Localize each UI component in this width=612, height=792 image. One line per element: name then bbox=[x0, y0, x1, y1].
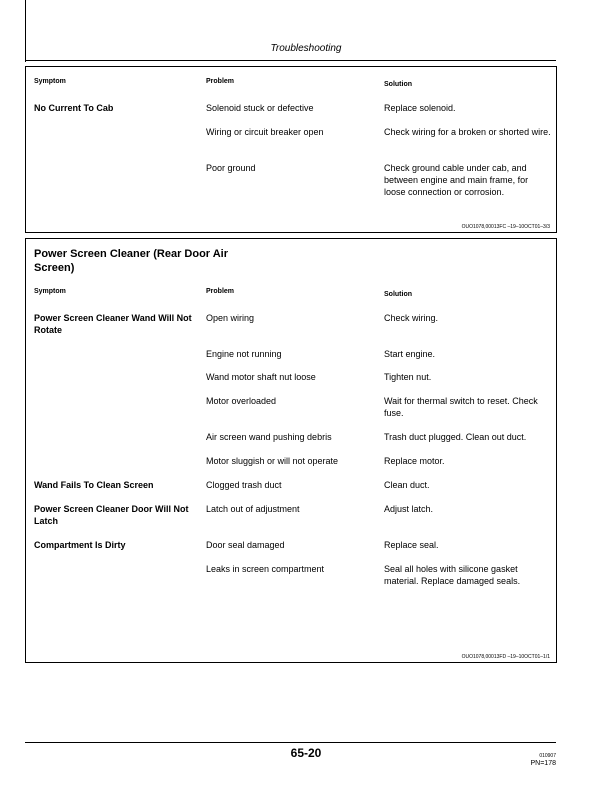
problem-text: Latch out of adjustment bbox=[206, 504, 300, 514]
symptom-text: Wand Fails To Clean Screen bbox=[34, 480, 154, 490]
col-problem-header: Problem bbox=[206, 78, 235, 85]
col-symptom-header: Symptom bbox=[34, 288, 66, 295]
footer-rule bbox=[25, 742, 556, 743]
header-rule bbox=[25, 60, 556, 61]
table-no-current bbox=[25, 66, 557, 233]
page-number: 65-20 bbox=[290, 746, 322, 760]
problem-text: Wand motor shaft nut loose bbox=[206, 372, 316, 382]
symptom-text: No Current To Cab bbox=[34, 103, 114, 113]
col-problem-header: Problem bbox=[206, 288, 235, 295]
reference-code: OUO1078,00013FC –19–10OCT01–3/3 bbox=[461, 224, 550, 230]
col-solution-header: Solution bbox=[384, 291, 412, 298]
solution-text: Seal all holes with silicone gasket material. Replace damaged seals. bbox=[384, 564, 521, 586]
solution-text: Adjust latch. bbox=[384, 504, 434, 514]
reference-code: OUO1078,00013FD –19–10OCT01–1/1 bbox=[461, 654, 550, 660]
footer-code: 010907 bbox=[539, 753, 556, 759]
problem-text: Clogged trash duct bbox=[206, 480, 282, 490]
solution-text: Trash duct plugged. Clean out duct. bbox=[384, 432, 527, 442]
symptom-text: Power Screen Cleaner Door Will Not Latch bbox=[34, 504, 189, 526]
header-title: Troubleshooting bbox=[270, 43, 342, 54]
problem-text: Wiring or circuit breaker open bbox=[206, 127, 324, 137]
solution-text: Wait for thermal switch to reset. Check fuse. bbox=[384, 396, 538, 418]
problem-text: Door seal damaged bbox=[206, 540, 285, 550]
solution-text: Check ground cable under cab, and between engine and main frame, for loose connection or corrosion. bbox=[384, 163, 529, 197]
problem-text: Motor overloaded bbox=[206, 396, 277, 406]
problem-text: Solenoid stuck or defective bbox=[206, 103, 314, 113]
solution-text: Replace motor. bbox=[384, 456, 445, 466]
table-power-screen-cleaner bbox=[25, 238, 557, 663]
col-symptom-header: Symptom bbox=[34, 78, 66, 85]
problem-text: Engine not running bbox=[206, 349, 282, 359]
problem-text: Air screen wand pushing debris bbox=[206, 432, 332, 442]
solution-text: Replace seal. bbox=[384, 540, 439, 550]
problem-text: Leaks in screen compartment bbox=[206, 564, 325, 574]
solution-text: Check wiring for a broken or shorted wire. bbox=[384, 127, 551, 137]
solution-text: Check wiring. bbox=[384, 313, 439, 323]
solution-text: Tighten nut. bbox=[384, 372, 432, 382]
col-solution-header: Solution bbox=[384, 81, 412, 88]
problem-text: Open wiring bbox=[206, 313, 255, 323]
problem-text: Poor ground bbox=[206, 163, 256, 173]
solution-text: Replace solenoid. bbox=[384, 103, 456, 113]
section-title: Power Screen Cleaner (Rear Door Air Screen) bbox=[34, 248, 228, 274]
problem-text: Motor sluggish or will not operate bbox=[206, 456, 339, 466]
solution-text: Clean duct. bbox=[384, 480, 430, 490]
footer-pn: PN=178 bbox=[530, 760, 556, 767]
symptom-text: Compartment Is Dirty bbox=[34, 540, 126, 550]
symptom-text: Power Screen Cleaner Wand Will Not Rotate bbox=[34, 313, 192, 335]
solution-text: Start engine. bbox=[384, 349, 436, 359]
